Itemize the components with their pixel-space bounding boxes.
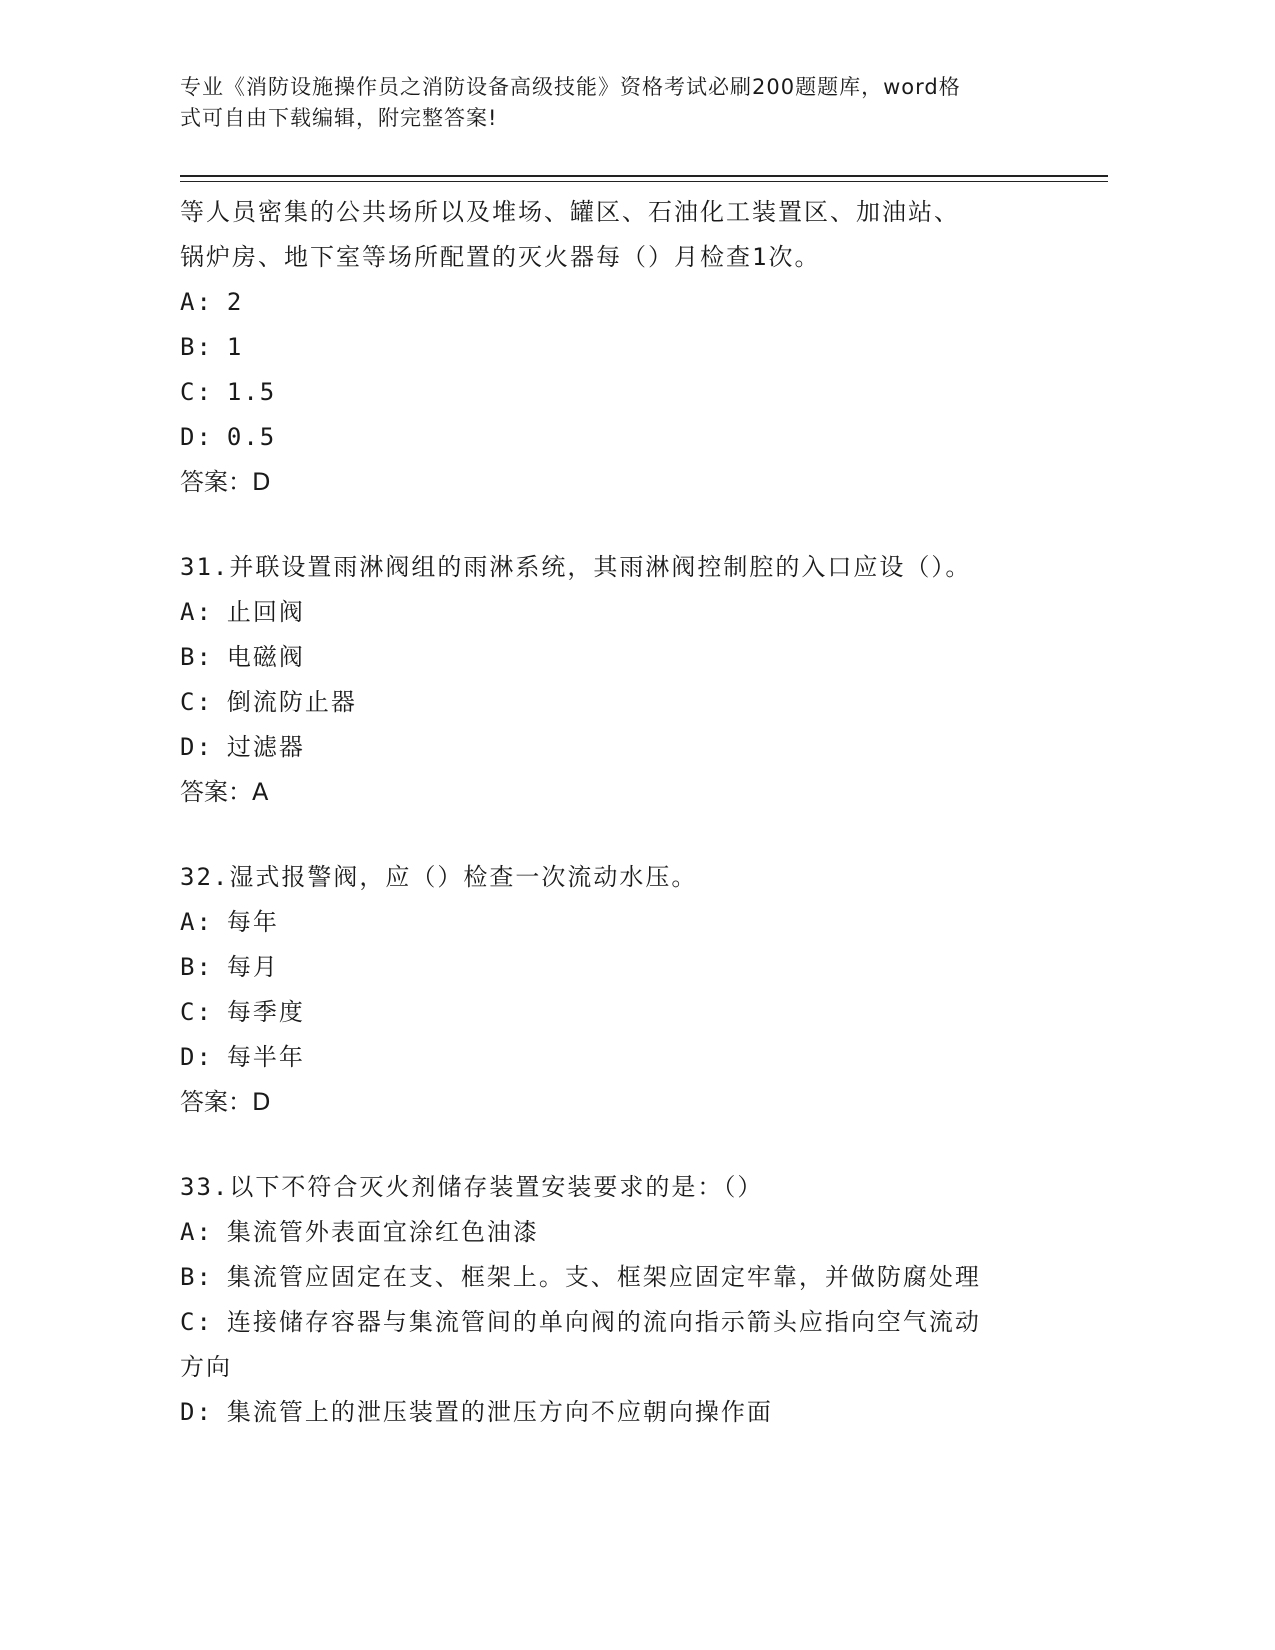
header-line-2: 式可自由下载编辑，附完整答案! xyxy=(180,106,498,130)
option-a xyxy=(180,280,1060,325)
option-key: C: xyxy=(180,998,213,1026)
question-spacer xyxy=(180,1125,1060,1165)
question-32 xyxy=(180,855,1060,1125)
option-a xyxy=(180,1210,1060,1255)
option-text: 0.5 xyxy=(226,423,277,451)
option-text: 过滤器 xyxy=(226,733,305,761)
option-key: A: xyxy=(180,288,213,316)
header-line-1: 专业《消防设施操作员之消防设备高级技能》资格考试必刷200题题库，word格 xyxy=(180,75,961,99)
question-text-line: 等人员密集的公共场所以及堆场、罐区、石油化工装置区、加油站、 xyxy=(180,198,960,226)
question-text: 32.湿式报警阀，应（）检查一次流动水压。 xyxy=(180,863,698,891)
option-text: 每半年 xyxy=(226,1043,305,1071)
option-c xyxy=(180,370,1060,415)
option-key: D: xyxy=(180,733,213,761)
option-text: 集流管上的泄压装置的泄压方向不应朝向操作面 xyxy=(226,1398,773,1426)
question-spacer xyxy=(180,505,1060,545)
header-rule-thick xyxy=(180,175,1108,177)
option-b xyxy=(180,1255,1060,1300)
option-c xyxy=(180,1300,1060,1345)
header-rule-thin xyxy=(180,181,1108,182)
option-b xyxy=(180,945,1060,990)
option-key: A: xyxy=(180,908,213,936)
question-text: 33.以下不符合灭火剂储存装置安装要求的是：（） xyxy=(180,1173,764,1201)
option-text: 每季度 xyxy=(226,998,305,1026)
option-key: C: xyxy=(180,1308,213,1336)
option-c xyxy=(180,680,1060,725)
option-text: 倒流防止器 xyxy=(226,688,357,716)
option-key: A: xyxy=(180,598,213,626)
option-a xyxy=(180,900,1060,945)
option-text: 每年 xyxy=(226,908,279,936)
option-d xyxy=(180,725,1060,770)
option-text: 连接储存容器与集流管间的单向阀的流向指示箭头应指向空气流动 xyxy=(226,1308,981,1336)
option-d xyxy=(180,1035,1060,1080)
option-key: D: xyxy=(180,423,213,451)
option-text: 2 xyxy=(226,288,244,316)
answer-line: 答案：A xyxy=(180,778,269,806)
option-text: 止回阀 xyxy=(226,598,305,626)
option-key: C: xyxy=(180,688,213,716)
answer-line: 答案：D xyxy=(180,1088,271,1116)
question-33 xyxy=(180,1165,1060,1435)
option-c-continuation: 方向 xyxy=(180,1353,232,1381)
option-key: A: xyxy=(180,1218,213,1246)
question-spacer xyxy=(180,815,1060,855)
option-text: 每月 xyxy=(226,953,279,981)
question-continued xyxy=(180,190,1060,505)
option-a xyxy=(180,590,1060,635)
question-text: 31.并联设置雨淋阀组的雨淋系统，其雨淋阀控制腔的入口应设（）。 xyxy=(180,553,972,581)
option-key: B: xyxy=(180,643,213,671)
option-text: 1.5 xyxy=(226,378,277,406)
option-key: C: xyxy=(180,378,213,406)
option-key: D: xyxy=(180,1398,213,1426)
option-text: 电磁阀 xyxy=(226,643,305,671)
question-list xyxy=(180,190,1060,1435)
option-b xyxy=(180,325,1060,370)
option-key: B: xyxy=(180,333,213,361)
option-text: 集流管外表面宜涂红色油漆 xyxy=(226,1218,539,1246)
option-b xyxy=(180,635,1060,680)
option-c xyxy=(180,990,1060,1035)
question-text-line: 锅炉房、地下室等场所配置的灭火器每（）月检查1次。 xyxy=(180,243,821,271)
document-header xyxy=(180,72,1060,134)
option-key: B: xyxy=(180,953,213,981)
option-text: 集流管应固定在支、框架上。支、框架应固定牢靠，并做防腐处理 xyxy=(226,1263,981,1291)
question-31 xyxy=(180,545,1060,815)
option-d xyxy=(180,1390,1060,1435)
answer-line: 答案：D xyxy=(180,468,271,496)
option-key: B: xyxy=(180,1263,213,1291)
option-key: D: xyxy=(180,1043,213,1071)
option-text: 1 xyxy=(226,333,244,361)
option-d xyxy=(180,415,1060,460)
